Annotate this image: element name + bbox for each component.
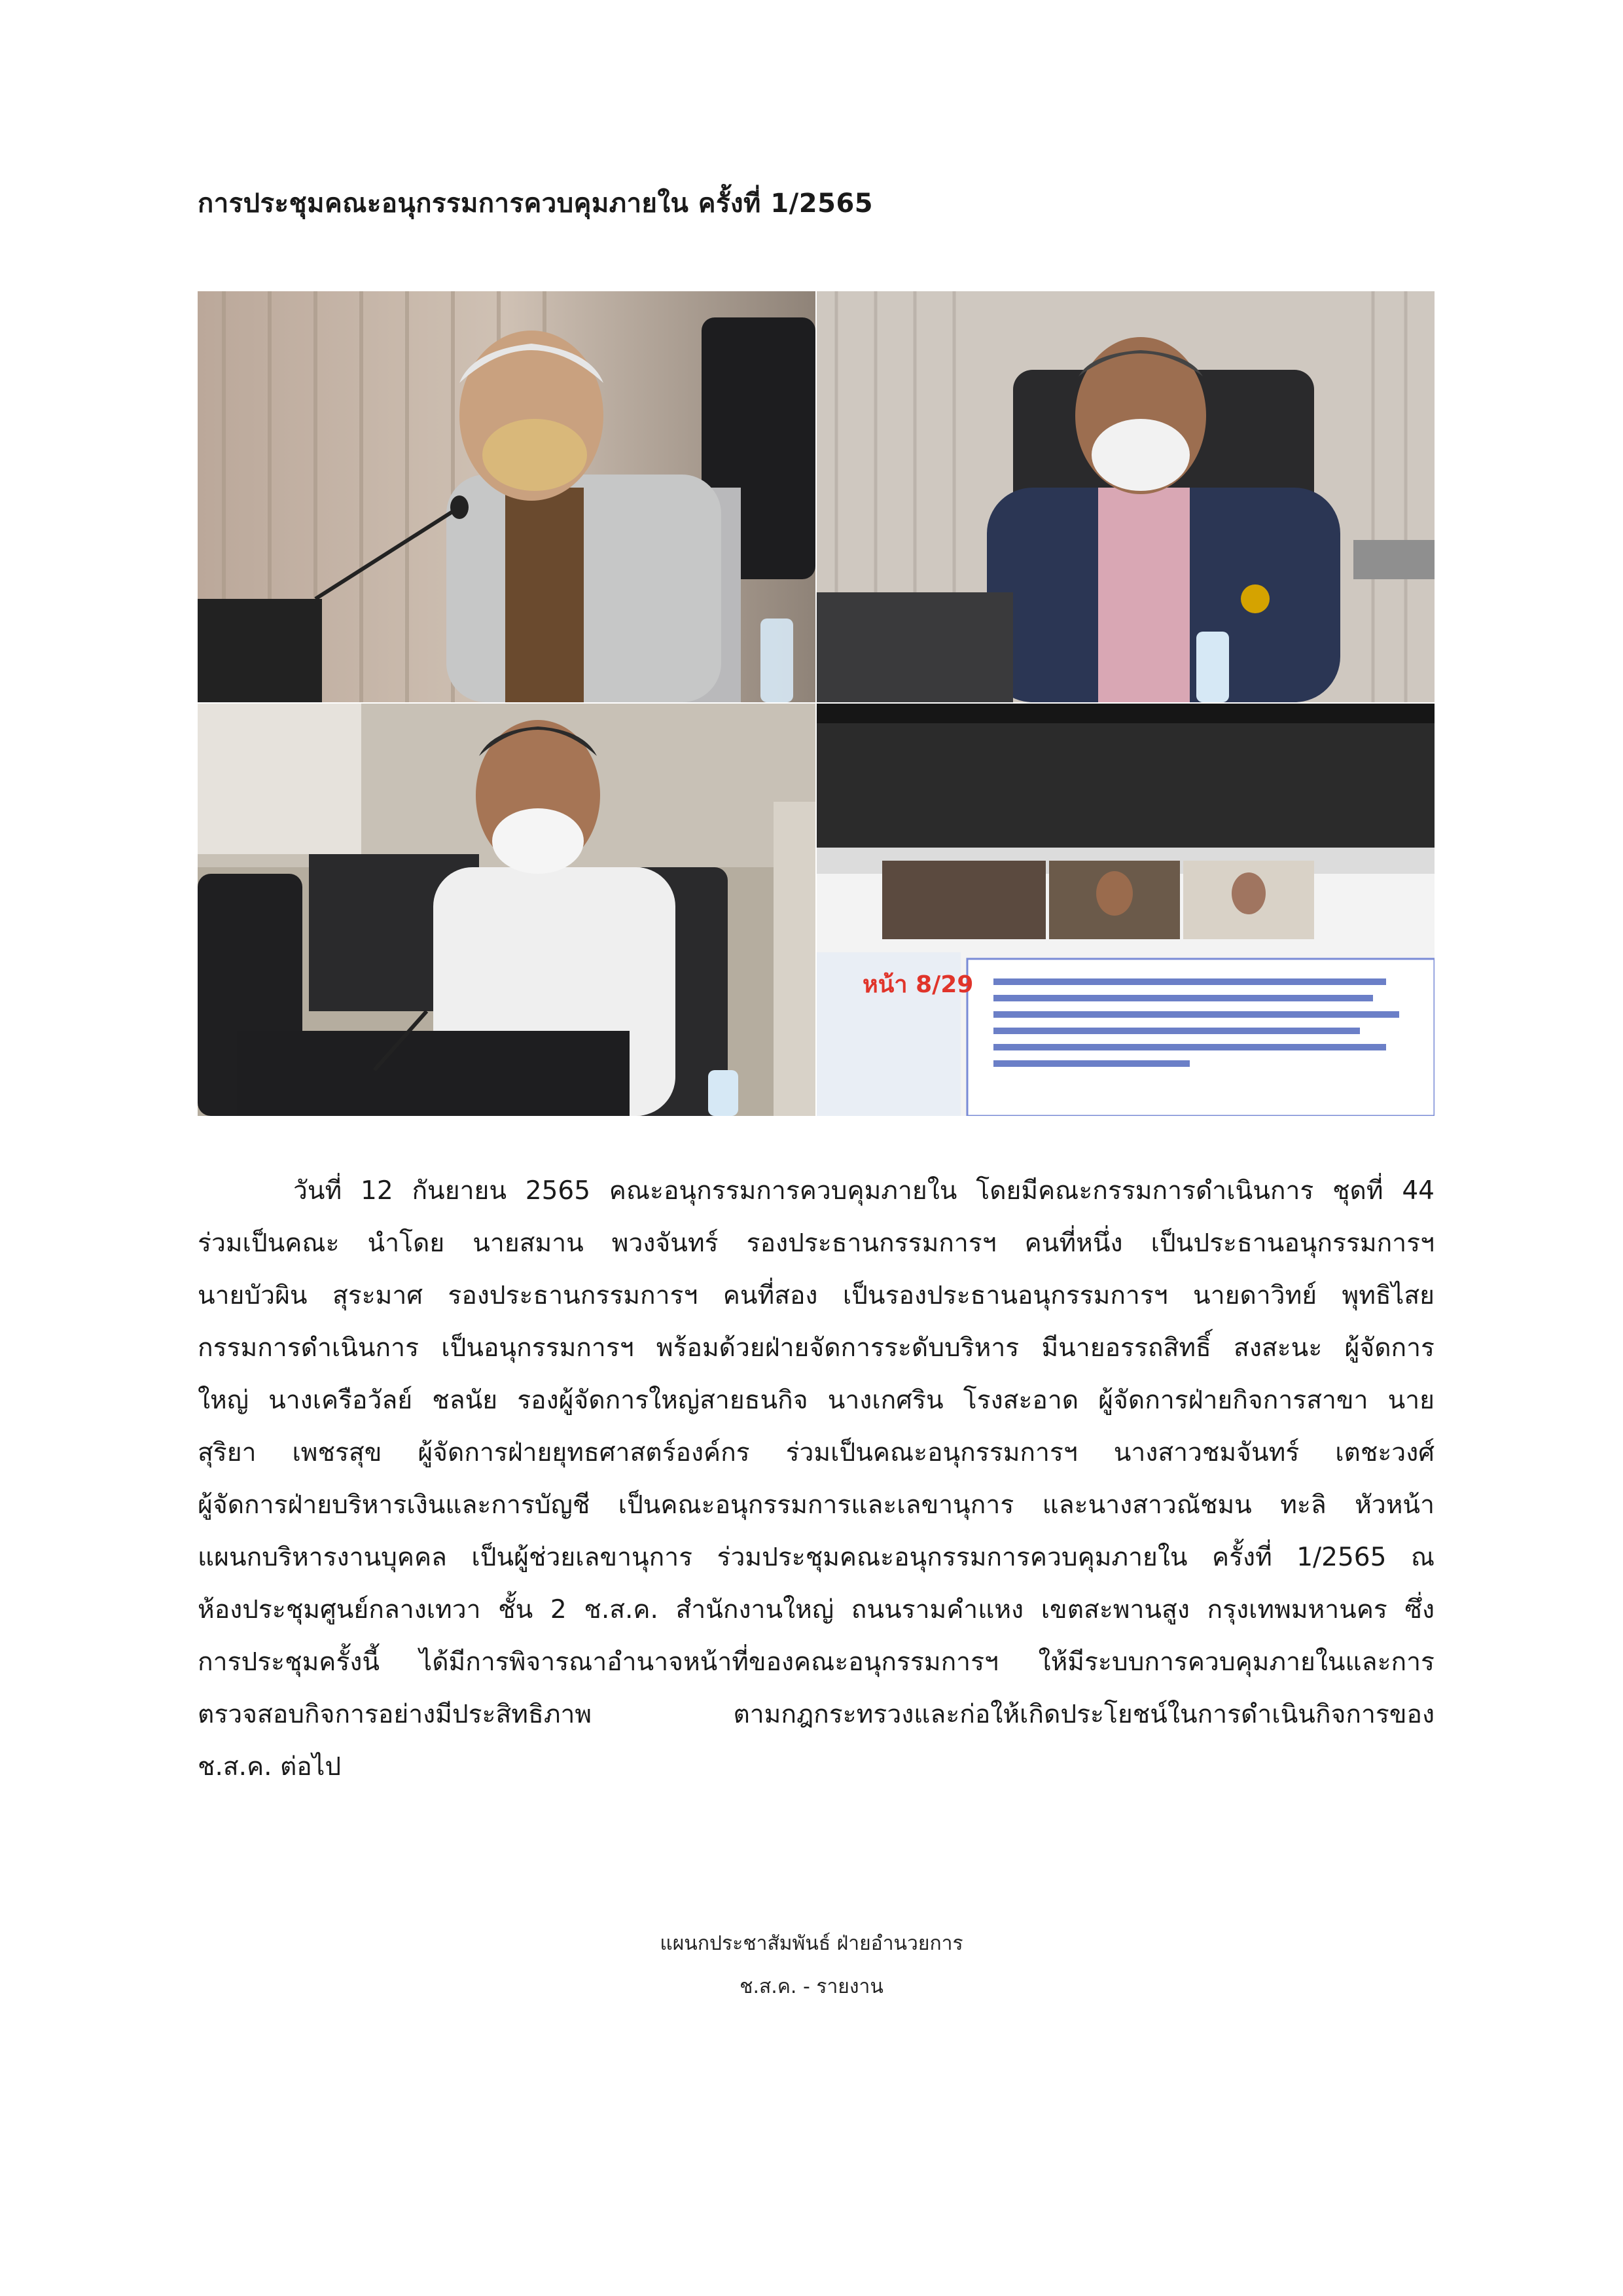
body-line: ผู้จัดการฝ่ายบริหารเงินและการบัญชี เป็นคณะอนุกรรมการและเลขานุการ และนางสาวณัชมน ทะลิ หัวหน้า [198, 1490, 1435, 1520]
article-body [198, 1165, 1435, 1793]
page-badge: หน้า 8/29 [863, 971, 974, 998]
photo-video-conference-screen [817, 704, 1435, 1116]
body-line: แผนกบริหารงานบุคคล เป็นผู้ช่วยเลขานุการ ร่วมประชุมคณะอนุกรรมการควบคุมภายใน ครั้งที่ 1/2565 ณ [198, 1543, 1435, 1572]
body-line: กรรมการดำเนินการ เป็นอนุกรรมการฯ พร้อมด้วยฝ่ายจัดการระดับบริหาร มีนายอรรถสิทธิ์ สงสะนะ ผู้จัดการ [198, 1333, 1435, 1363]
body-line: ตรวจสอบกิจการอย่างมีประสิทธิภาพ ตามกฎกระทรวงและก่อให้เกิดประโยชน์ในการดำเนินกิจการของ [198, 1700, 1435, 1729]
body-line: สุริยา เพชรสุข ผู้จัดการฝ่ายยุทธศาสตร์องค์กร ร่วมเป็นคณะอนุกรรมการฯ นางสาวชมจันทร์ เตชะวงศ์ [198, 1438, 1435, 1467]
body-line: ช.ส.ค. ต่อไป [198, 1752, 342, 1782]
body-line: ใหญ่ นางเครือวัลย์ ชลนัย รองผู้จัดการใหญ่สายธนกิจ นางเกศริน โรงสะอาด ผู้จัดการฝ่ายกิจการสาขา นาย [198, 1386, 1435, 1415]
photo-committee-vice-chairman [817, 291, 1435, 702]
body-line: วันที่ 12 กันยายน 2565 คณะอนุกรรมการควบคุมภายใน โดยมีคณะกรรมการดำเนินการ ชุดที่ 44 [293, 1176, 1435, 1206]
page-title: การประชุมคณะอนุกรรมการควบคุมภายใน ครั้งที่ 1/2565 [198, 188, 874, 219]
photo-committee-chairman [198, 291, 815, 702]
footer-department: แผนกประชาสัมพันธ์ ฝ่ายอำนวยการ [660, 1932, 963, 1955]
body-line: ร่วมเป็นคณะ นำโดย นายสมาน พวงจันทร์ รองประธานกรรมการฯ คนที่หนึ่ง เป็นประธานอนุกรรมการฯ [198, 1229, 1435, 1258]
photo-committee-member [198, 704, 815, 1116]
body-line: การประชุมครั้งนี้ ได้มีการพิจารณาอำนาจหน้าที่ของคณะอนุกรรมการฯ ให้มีระบบการควบคุมภายในและการ [198, 1647, 1435, 1677]
footer-report: ช.ส.ค. - รายงาน [740, 1975, 883, 1998]
body-line: นายบัวผิน สุระมาศ รองประธานกรรมการฯ คนที่สอง เป็นรองประธานอนุกรรมการฯ นายดาวิทย์ พุทธิไสย [198, 1281, 1435, 1310]
body-line: ห้องประชุมศูนย์กลางเทวา ชั้น 2 ช.ส.ค. สำนักงานใหญ่ ถนนรามคำแหง เขตสะพานสูง กรุงเทพมหานคร ซึ่ง [198, 1595, 1435, 1624]
